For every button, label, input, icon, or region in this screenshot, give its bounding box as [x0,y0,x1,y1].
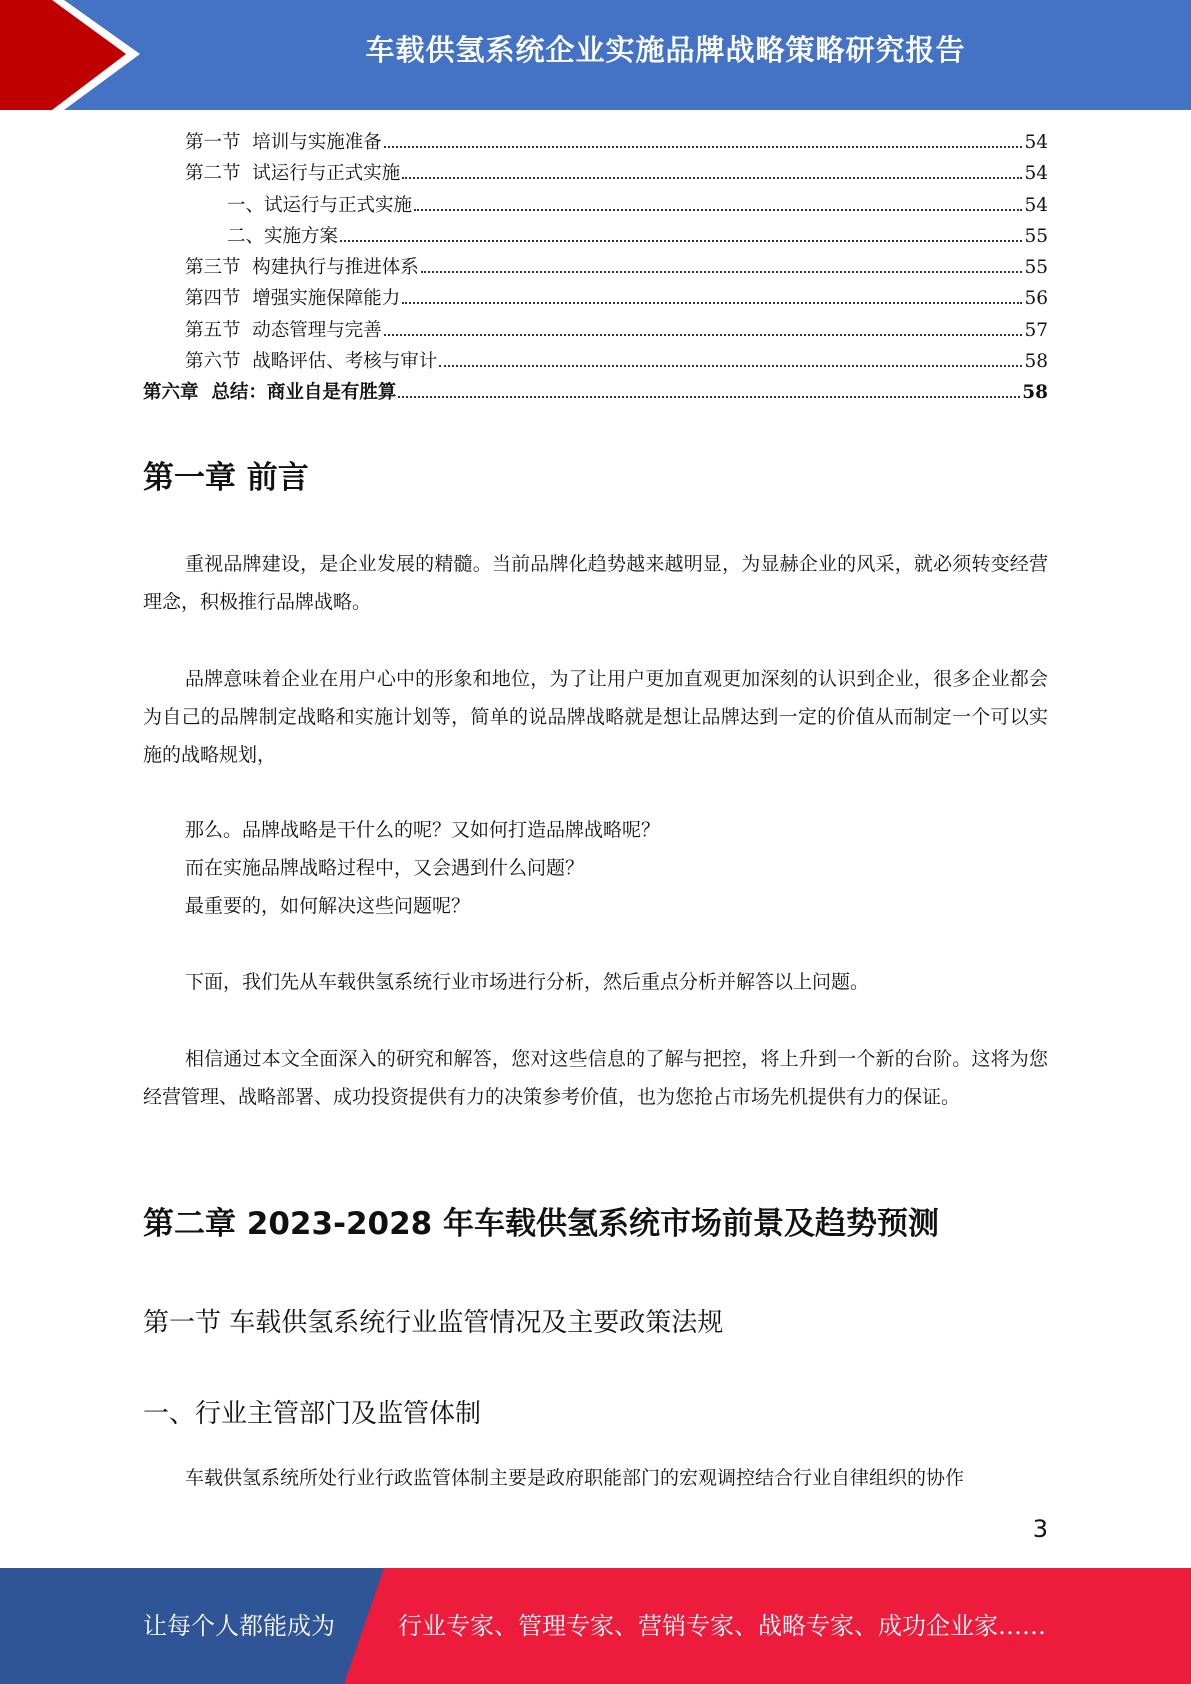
toc-entry-label: 第六章 总结：商业自是有胜算 [143,382,397,404]
toc-entry-label: 一、试运行与正式实施 [227,194,413,216]
chapter2-section1-title: 第一节 车载供氢系统行业监管情况及主要政策法规 [143,1308,724,1338]
chapter2-paragraph-1: 车载供氢系统所处行业行政监管体制主要是政府职能部门的宏观调控结合行业自律组织的协作 [185,1467,965,1489]
toc-leader-dots [340,240,1022,242]
toc-leader-dots [414,209,1022,211]
header-title: 车载供氢系统企业实施品牌战略策略研究报告 [365,33,966,67]
header-arrow-decoration [0,0,160,110]
toc-entry[interactable] [143,347,1048,378]
chapter1-question-3: 最重要的，如何解决这些问题呢？ [185,895,471,917]
table-of-contents [143,128,1048,410]
toc-entry-page: 55 [1024,225,1048,247]
toc-entry-page: 56 [1024,288,1048,310]
page-header [0,0,1191,110]
toc-leader-dots [384,146,1023,148]
chapter1-paragraph-2: 品牌意味着企业在用户心中的形象和地位，为了让用户更加直观更加深刻的认识到企业，很多企业都会为自己的品牌制定战略和实施计划等，简单的说品牌战略就是想让品牌达到一定的价值从而制定一个可以实施的战略规划， [143,668,1048,766]
toc-leader-dots [421,271,1023,273]
toc-entry-label: 第二节 试运行与正式实施 [185,163,401,185]
toc-entry-page: 58 [1024,351,1048,373]
toc-entry-label: 二、实施方案 [227,225,339,247]
toc-entry-label: 第三节 构建执行与推进体系 [185,257,419,279]
toc-entry[interactable] [143,284,1048,315]
toc-entry-page: 57 [1024,319,1048,341]
toc-entry[interactable] [143,253,1048,284]
toc-entry-label: 第五节 动态管理与完善 [185,319,382,341]
chapter1-question-2: 而在实施品牌战略过程中，又会遇到什么问题？ [185,857,585,879]
toc-entry-page: 54 [1024,163,1048,185]
toc-entry[interactable] [143,316,1048,347]
chapter1-paragraph-4: 相信通过本文全面深入的研究和解答，您对这些信息的了解与把控，将上升到一个新的台阶。这将为您经营管理、战略部署、成功投资提供有力的决策参考价值，也为您抢占市场先机提供有力的保证。 [143,1048,1048,1108]
page-footer [0,1568,1191,1684]
toc-entry-label: 第一节 培训与实施准备 [185,132,382,153]
toc-entry[interactable] [143,128,1048,159]
toc-leader-dots [402,177,1022,179]
chapter1-title: 第一章 前言 [143,460,309,496]
toc-leader-dots [439,365,1022,367]
toc-leader-dots [402,302,1022,304]
toc-entry[interactable] [143,378,1048,409]
toc-entry-label: 第四节 增强实施保障能力 [185,288,401,310]
toc-entry[interactable] [143,191,1048,222]
toc-entry[interactable] [143,159,1048,190]
chapter1-paragraph-1: 重视品牌建设，是企业发展的精髓。当前品牌化趋势越来越明显，为显赫企业的风采，就必须转变经营理念，积极推行品牌战略。 [143,553,1048,613]
toc-entry-page: 55 [1024,257,1048,279]
toc-entry-label: 第六节 战略评估、考核与审计 [185,351,438,373]
toc-entry-page: 54 [1024,132,1048,153]
chapter1-paragraph-3: 下面，我们先从车载供氢系统行业市场进行分析，然后重点分析并解答以上问题。 [185,971,870,993]
toc-leader-dots [384,334,1023,336]
footer-slogan-left: 让每个人都能成为 [143,1612,335,1640]
footer-slogan-right: 行业专家、管理专家、营销专家、战略专家、成功企业家…… [398,1612,1046,1640]
chapter2-title: 第二章 2023-2028 年车载供氢系统市场前景及趋势预测 [143,1206,940,1242]
toc-entry[interactable] [143,222,1048,253]
toc-leader-dots [398,396,1020,398]
toc-entry-page: 54 [1024,194,1048,216]
toc-entry-page: 58 [1022,382,1048,404]
page-number: 3 [1032,1515,1048,1543]
chapter1-question-1: 那么。品牌战略是干什么的呢？又如何打造品牌战略呢？ [185,819,661,841]
chapter2-subsection-title: 一、行业主管部门及监管体制 [143,1399,482,1429]
